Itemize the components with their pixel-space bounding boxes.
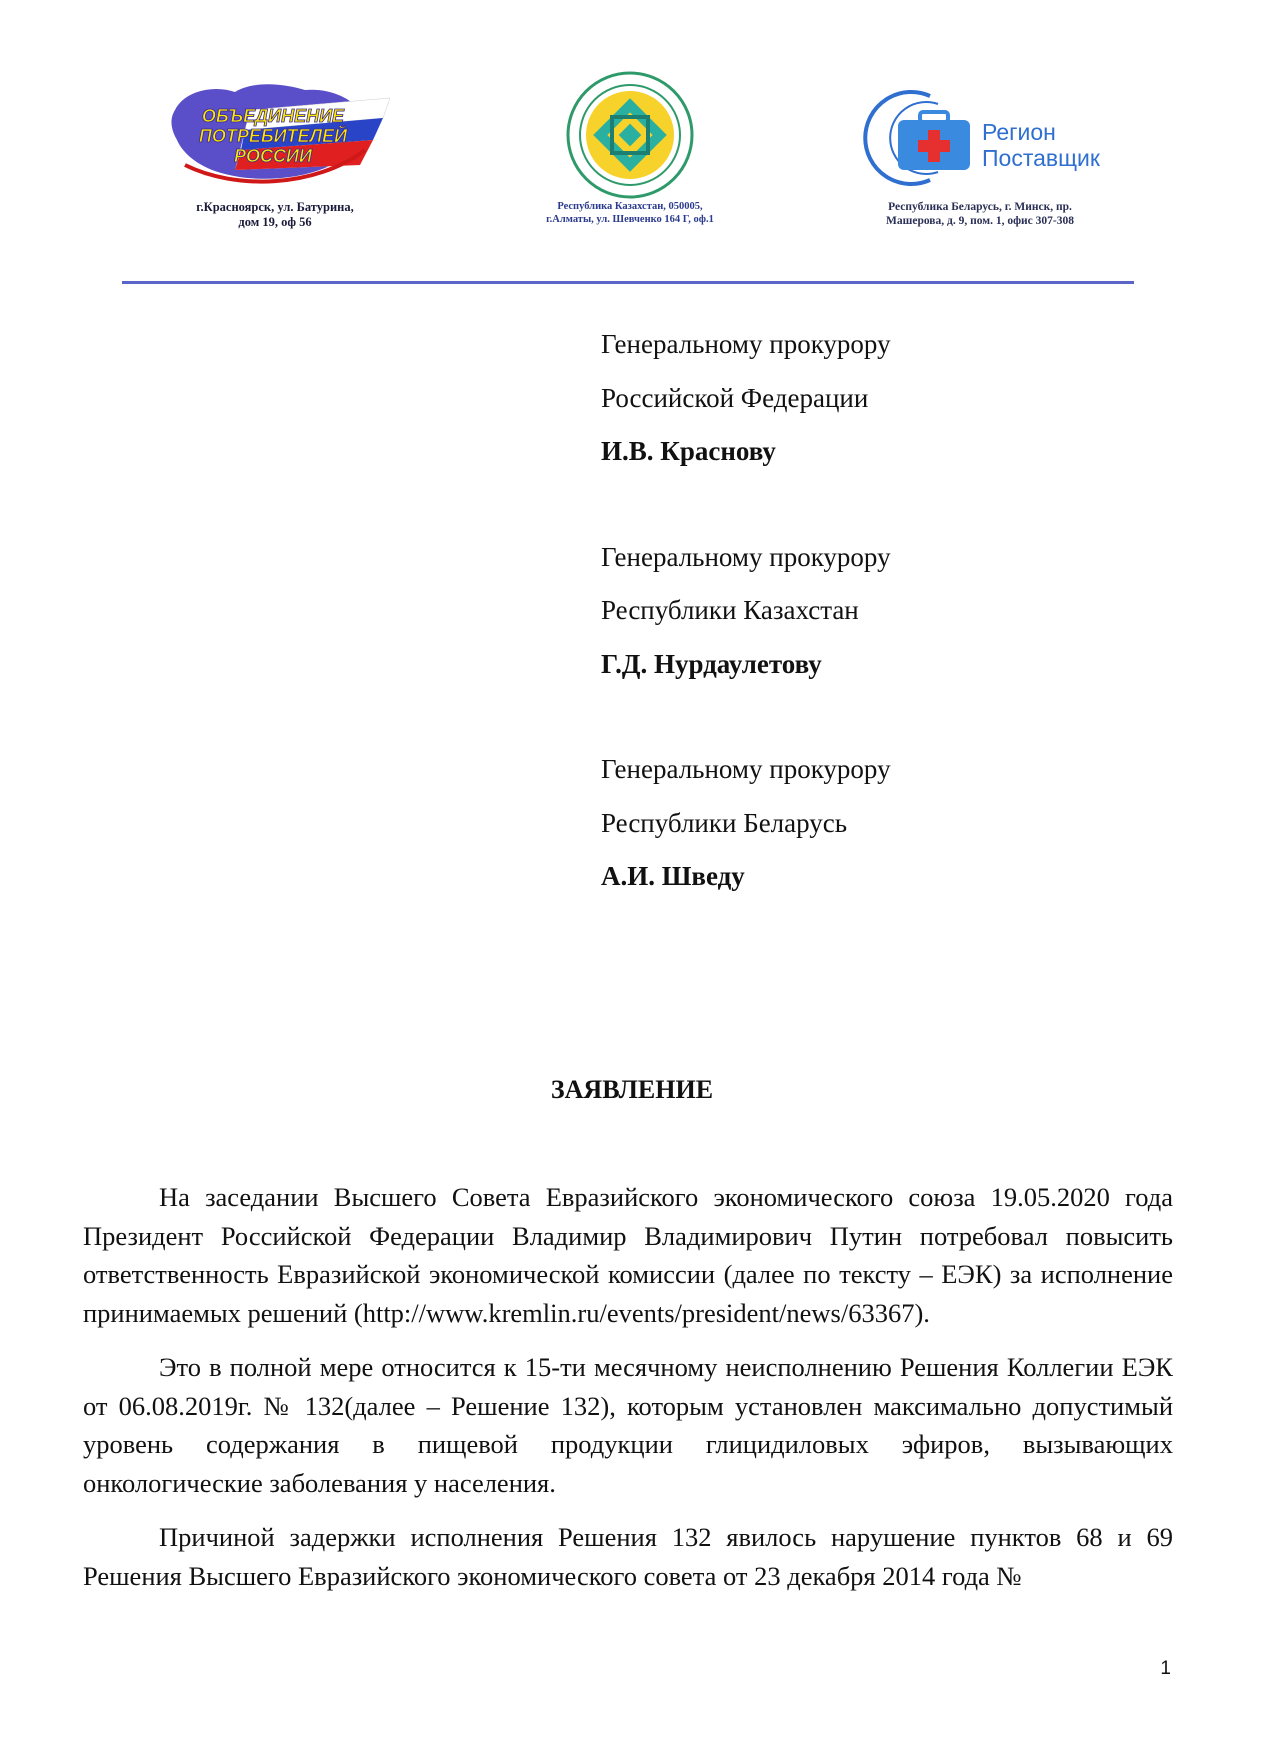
addressee-country: Российской Федерации (601, 382, 869, 413)
letterhead-org-belarus (840, 70, 1120, 228)
addressee-belarus (601, 743, 1201, 904)
addressee-kazakhstan (601, 531, 1201, 692)
region-postavshchik-medkit-logo (840, 70, 1120, 200)
body-paragraph: На заседании Высшего Совета Евразийского экономического союза 19.05.2020 года Президент Российской Федерации Владимир Владимирович Путин потребовал повысить ответственность Евразийской экономической комиссии (далее по тексту – ЕЭК) за исполнение принимаемых решений (http://www.kremlin.ru/events/president/news/63367). (83, 1182, 1173, 1328)
org-kazakhstan-address: Республика Казахстан, 050005, г.Алматы, ул. Шевченко 164 Г, оф.1 (546, 201, 714, 225)
document-body (83, 1178, 1173, 1611)
letterhead (120, 70, 1135, 285)
svg-text:Регион: Регион (982, 119, 1056, 145)
addressee-name: Г.Д. Нурдаулетову (601, 648, 822, 679)
addressee-block (601, 318, 1201, 956)
letterhead-divider (122, 281, 1134, 284)
body-paragraph: Это в полной мере относится к 15-ти месячному неисполнению Решения Коллегии ЕЭК от 06.08.2019г. № 132(далее – Решение 132), которым установлен максимально допустимый уровень содержания в пищевой продукции глицидиловых эфиров, вызывающих онкологические заболевания у населения. (83, 1352, 1173, 1498)
addressee-country: Республики Беларусь (601, 807, 848, 838)
addressee-position: Генеральному прокурору (601, 541, 891, 572)
svg-text:ПОТРЕБИТЕЛЕЙ: ПОТРЕБИТЕЛЕЙ (198, 126, 348, 146)
addressee-country: Республики Казахстан (601, 595, 859, 625)
addressee-position: Генеральному прокурору (601, 329, 891, 359)
svg-text:ОБЪЕДИНЕНИЕ: ОБЪЕДИНЕНИЕ (201, 106, 345, 126)
org-russia-address: г.Красноярск, ул. Батурина, дом 19, оф 56 (196, 200, 354, 229)
letterhead-org-kazakhstan (520, 70, 740, 226)
body-paragraph: Причиной задержки исполнения Решения 132 явилось нарушение пунктов 68 и 69 Решения Высшего Евразийского экономического совета от 23 декабря 2014 года № (83, 1522, 1173, 1591)
addressee-name: А.И. Шведу (601, 861, 745, 891)
document-title: ЗАЯВЛЕНИЕ (550, 1075, 714, 1104)
svg-text:Поставщик: Поставщик (982, 145, 1100, 171)
svg-text:РОССИИ: РОССИИ (234, 146, 312, 166)
page-number: 1 (1160, 1658, 1171, 1679)
letterhead-org-russia (155, 70, 395, 230)
consumers-union-russia-logo (155, 70, 395, 200)
addressee-position: Генеральному прокурору (601, 754, 891, 784)
addressee-name: И.В. Краснову (601, 436, 776, 466)
addressee-russia (601, 318, 1201, 479)
org-belarus-address: Республика Беларусь, г. Минск, пр. Машерова, д. 9, пом. 1, офис 307-308 (886, 201, 1074, 227)
kazakhstan-consumers-union-seal (560, 70, 700, 200)
